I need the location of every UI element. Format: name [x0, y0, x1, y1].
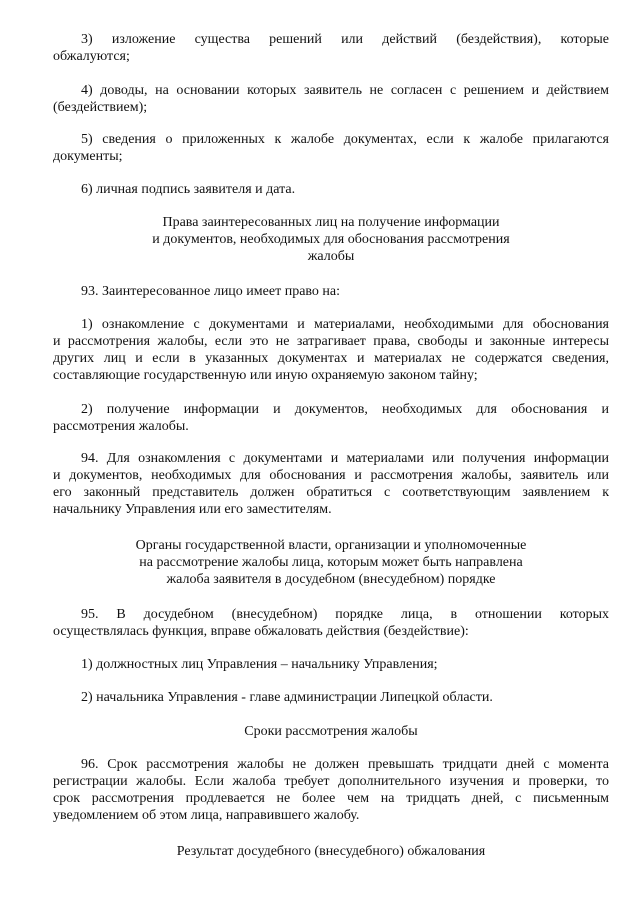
paragraph-93-item-1: 1) ознакомление с документами и материалами, необходимыми для обоснования и рассмотрения жалобы, если это не затрагивает права, свободы и законные интересы других лиц и если в указанных документах и материалах не содержатся сведения, составляющие государственную или иную охраняемую законом тайну; — [53, 317, 609, 383]
paragraph-94: 94. Для ознакомления с документами и материалами или получения информации и документов, необходимых для обоснования и рассмотрения жалобы, заявитель или его законный представитель должен обратиться с соответствующим заявлением к начальнику Управления или его заместителям. — [53, 451, 609, 517]
paragraph-95-item-2: 2) начальника Управления - главе администрации Липецкой области. — [81, 690, 493, 705]
paragraph-item-5: 5) сведения о приложенных к жалобе документах, если к жалобе прилагаются документы; — [53, 132, 609, 164]
section-heading-result: Результат досудебного (внесудебного) обжалования — [176, 844, 486, 859]
paragraph-item-3: 3) изложение существа решений или действий (бездействия), которые обжалуются; — [53, 32, 609, 64]
paragraph-item-6: 6) личная подпись заявителя и дата. — [81, 182, 296, 197]
paragraph-95-item-1: 1) должностных лиц Управления – начальнику Управления; — [81, 657, 438, 672]
paragraph-93: 93. Заинтересованное лицо имеет право на: — [81, 284, 341, 299]
section-heading-authorities: Органы государственной власти, организации и уполномоченные на рассмотрение жалобы лица, которым может быть направлена жалоба заявителя в досудебном (внесудебном) порядке — [135, 538, 527, 587]
paragraph-93-item-2: 2) получение информации и документов, необходимых для обоснования и рассмотрения жалобы. — [53, 402, 609, 434]
paragraph-item-4: 4) доводы, на основании которых заявитель не согласен с решением и действием (бездействием); — [53, 83, 609, 115]
section-heading-terms: Сроки рассмотрения жалобы — [244, 724, 418, 739]
paragraph-95: 95. В досудебном (внесудебном) порядке лица, в отношении которых осуществлялась функция, вправе обжаловать действия (бездействие): — [53, 607, 609, 639]
paragraph-96: 96. Срок рассмотрения жалобы не должен превышать тридцати дней с момента регистрации жалобы. Если жалоба требует дополнительного изучения и проверки, то срок рассмотрения продлевается не более чем на тридцать дней, с письменным уведомлением об этом лица, направившего жалобу. — [53, 757, 609, 823]
section-heading-rights: Права заинтересованных лиц на получение информации и документов, необходимых для обоснования рассмотрения жалобы — [152, 215, 510, 264]
